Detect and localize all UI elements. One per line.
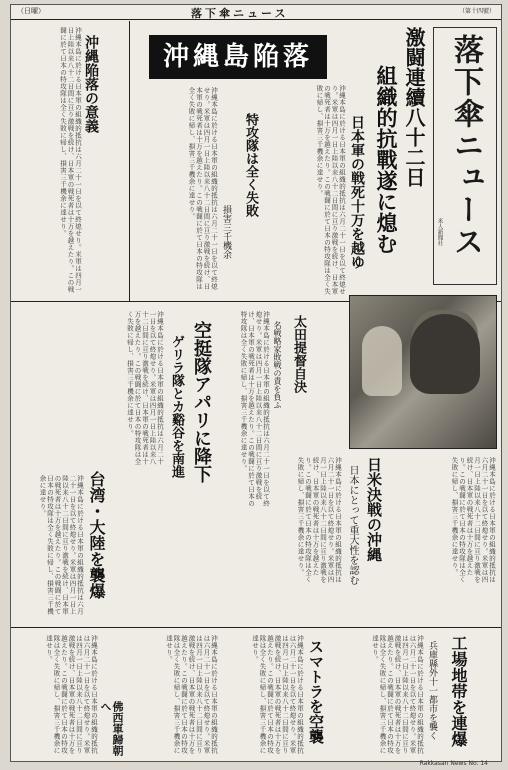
headline-ota-suicide: 太田提督自決 <box>291 315 306 393</box>
photo-soldier-with-child <box>349 295 497 449</box>
headline-resistance-ends: 組織的抗戰遂に熄む <box>374 65 399 254</box>
okinawa-article-text: 沖縄本島に於ける日本軍の組織的抵抗は六月二十一日を以て終熄せり。米軍は四月一日上陸以来八十二日間に亘り激戦を続け、日本軍の戦死者は十万を越えたり。この戦闘に於て日本の特攻隊は全く失敗に帰し、損害三千機余に達せり。 <box>296 457 342 583</box>
masthead <box>433 27 497 285</box>
headline-airborne-aparri: 空挺隊アパリに降下 <box>191 321 212 483</box>
sumatra-article-text: 沖縄本島に於ける日本軍の組織的抵抗は六月二十一日を以て終熄せり。米軍は四月一日上陸以来八十二日間に亘り激戦を続け、日本軍の戦死者は十万を越えたり。この戦闘に於て日本の特攻隊は全く失敗に帰し、損害三千機余に達せり。 <box>251 635 304 754</box>
left-column-title: 沖縄陥落の意義 <box>83 35 99 133</box>
header-date: （日曜） <box>17 7 45 15</box>
airborne-article-text: 沖縄本島に於ける日本軍の組織的抵抗は六月二十一日を以て終熄せり。米軍は四月一日上陸以来八十二日間に亘り激戦を続け、日本軍の戦死者は十万を越えたり。この戦闘に於て日本の特攻隊は全く失敗に帰し、損害三千機余に達せり。 <box>126 311 164 465</box>
header-paper-name: 落下傘ニュース <box>191 7 289 20</box>
headline-taiwan-bombing: 台湾・大陸を襲爆 <box>87 471 106 599</box>
headline-sumatra-raid: スマトラを空襲 <box>307 639 325 744</box>
ota-article-text: 沖縄本島に於ける日本軍の組織的抵抗は六月二十一日を以て終熄せり。米軍は四月一日上陸以来八十二日間に亘り激戦を続け、日本軍の戦死者は十万を越えたり。この戦闘に於て日本の特攻隊は全く失敗に帰し、損害三千機余に達せり。 <box>239 311 270 507</box>
headline-guerrilla: ゲリラ隊とカ谿谷を南進 <box>169 335 184 478</box>
headline-ota-sub: 名戦略家敗戦の責を負ふ <box>273 321 282 409</box>
header-issue: （第十四號） <box>458 8 495 15</box>
headline-battle-days: 激闘連續八十二日 <box>402 27 426 187</box>
headline-tokko-failure: 特攻隊は全く失敗 <box>243 113 258 217</box>
headline-tokko-losses: 損害三千機余 <box>221 205 231 259</box>
main-article-text: 沖縄本島に於ける日本軍の組織的抵抗は六月二十一日を以て終熄せり。米軍は四月一日上陸以来八十二日間に亘り激戦を続け、日本軍の戦死者は十万を越えたり。この戦闘に於て日本の特攻隊は全く失敗に帰し、損害三千機余に達せり。 <box>315 85 346 295</box>
top-header-bar <box>11 5 501 20</box>
headline-okinawa-decisive: 日米決戦の沖縄 <box>365 457 383 562</box>
newspaper-page <box>10 4 502 762</box>
left-column-text: 沖縄本島に於ける日本軍の組織的抵抗は六月二十一日を以て終熄せり。米軍は四月一日上陸以来八十二日間に亘り激戦を続け、日本軍の戦死者は十万を越えたり。この戦闘に於て日本の特攻隊は全く失敗に帰し、損害三千機余に達せり。 <box>59 27 82 293</box>
footer-caption: Rakkasan News No. 14 <box>419 760 488 767</box>
headline-factory-sub: 兵庫縣外十一都市を襲く <box>427 641 437 740</box>
article-text-left-top: 沖縄本島に於ける日本軍の組織的抵抗は六月二十一日を以て終熄せり。米軍は四月一日上陸以来八十二日間に亘り激戦を続け、日本軍の戦死者は十万を越えたり。この戦闘に於て日本の特攻隊は全く失敗に帰し、損害三千機余に達せり。 <box>187 87 218 290</box>
bottom-left-article-text: 沖縄本島に於ける日本軍の組織的抵抗は六月二十一日を以て終熄せり。米軍は四月一日上陸以来八十二日間に亘り激戦を続け、日本軍の戦死者は十万を越えたり。この戦闘に於て日本の特攻隊は全く失敗に帰し、損害三千機余に達せり。 <box>45 635 98 754</box>
factory-article-text: 沖縄本島に於ける日本軍の組織的抵抗は六月二十一日を以て終熄せり。米軍は四月一日上陸以来八十二日間に亘り激戦を続け、日本軍の戦死者は十万を越えたり。この戦闘に於て日本の特攻隊は全く失敗に帰し、損害三千機余に達せり。 <box>371 635 424 754</box>
headline-casualties: 日本軍の戦死十万を越ゆ <box>349 115 365 269</box>
headline-okinawa-sub: 日本にとって重大性を認む <box>347 465 358 585</box>
right-article-text: 沖縄本島に於ける日本軍の組織的抵抗は六月二十一日を以て終熄せり。米軍は四月一日上陸以来八十二日間に亘り激戦を続け、日本軍の戦死者は十万を越えたり。この戦闘に於て日本の特攻隊は全く失敗に帰し、損害三千機余に達せり。 <box>450 457 496 583</box>
masthead-publisher: 米人新聞社 <box>436 218 443 246</box>
bottom-mid-article-text: 沖縄本島に於ける日本軍の組織的抵抗は六月二十一日を以て終熄せり。米軍は四月一日上陸以来八十二日間に亘り激戦を続け、日本軍の戦死者は十万を越えたり。この戦闘に於て日本の特攻隊は全く失敗に帰し、損害三千機余に達せり。 <box>165 635 218 754</box>
headline-bottom-left: 佛西軍歸朝へ <box>99 701 124 756</box>
taiwan-article-text: 沖縄本島に於ける日本軍の組織的抵抗は六月二十一日を以て終熄せり。米軍は四月一日上陸以来八十二日間に亘り激戦を続け、日本軍の戦死者は十万を越えたり。この戦闘に於て日本の特攻隊は全く失敗に帰し、損害三千機余に達せり。 <box>38 475 84 615</box>
masthead-title: 落下傘ニュース <box>448 34 483 258</box>
main-banner-headline: 沖縄島陥落 <box>149 35 327 79</box>
headline-factory-bombing: 工場地帯を連爆 <box>449 635 468 747</box>
